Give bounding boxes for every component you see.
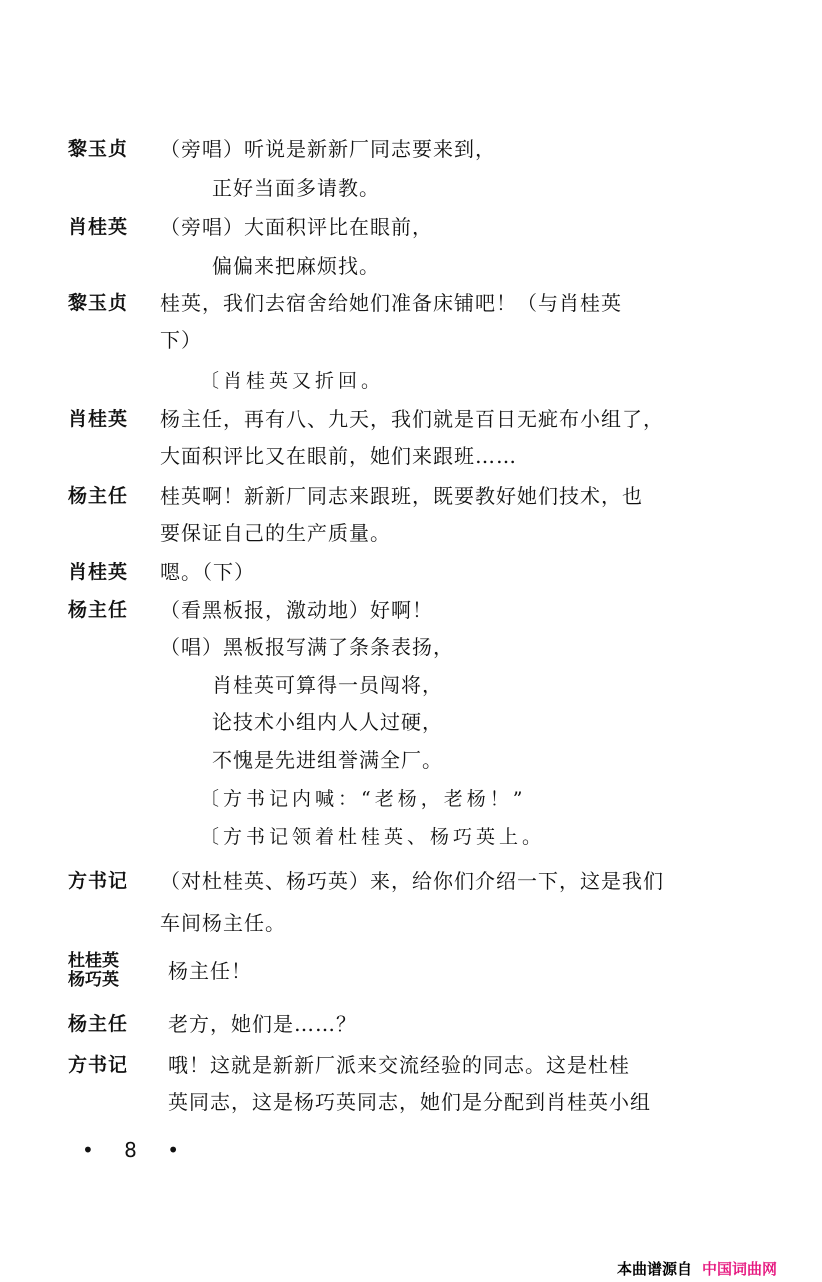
dialogue-line: （对杜桂英、杨巧英）来，给你们介绍一下，这是我们 [160, 869, 664, 893]
source-credit-site: 中国词曲网 [702, 1260, 778, 1278]
dialogue-line: 嗯。（下） [160, 560, 255, 584]
stage-direction: 〔方书记内喊：“老杨，老杨！” [200, 788, 527, 810]
speaker-name: 方书记 [68, 870, 129, 892]
speaker-name: 杨巧英 [68, 970, 119, 990]
speaker-name: 黎玉贞 [68, 292, 129, 314]
dialogue-line: （旁唱）大面积评比在眼前， [160, 215, 433, 239]
speaker-name: 肖桂英 [68, 408, 129, 430]
speaker-name: 杨主任 [68, 1013, 129, 1035]
speaker-name: 杨主任 [68, 485, 129, 507]
stage-direction: 〔方书记领着杜桂英、杨巧英上。 [200, 826, 546, 848]
speaker-name: 杜桂英 [68, 951, 119, 971]
dialogue-line: 偏偏来把麻烦找。 [212, 254, 380, 278]
joint-speakers [68, 952, 119, 990]
speaker-name: 肖桂英 [68, 216, 129, 238]
source-credit [617, 1258, 777, 1279]
speaker-name: 黎玉贞 [68, 138, 129, 160]
dialogue-line: 老方，她们是……？ [168, 1012, 357, 1036]
source-credit-label: 本曲谱源自 [617, 1260, 693, 1278]
song-line: 论技术小组内人人过硬， [212, 710, 443, 734]
dialogue-line: 英同志，这是杨巧英同志，她们是分配到肖桂英小组 [168, 1090, 651, 1114]
dialogue-line: 大面积评比又在眼前，她们来跟班…… [160, 444, 517, 468]
dialogue-line: 车间杨主任。 [160, 911, 286, 935]
speaker-name: 方书记 [68, 1054, 129, 1076]
dialogue-line: 桂英，我们去宿舍给她们准备床铺吧！（与肖桂英 [160, 291, 622, 315]
song-line: 不愧是先进组誉满全厂。 [212, 748, 443, 772]
dialogue-line: 要保证自己的生产质量。 [160, 521, 391, 545]
dialogue-line: 杨主任！ [168, 959, 252, 983]
speaker-name: 肖桂英 [68, 561, 129, 583]
dialogue-line: （看黑板报，激动地）好啊！ [160, 598, 433, 622]
dialogue-line: 哦！这就是新新厂派来交流经验的同志。这是杜桂 [168, 1053, 630, 1077]
page-number: • 8 • [82, 1138, 192, 1162]
song-line: 肖桂英可算得一员闯将， [212, 673, 443, 697]
dialogue-line: 桂英啊！新新厂同志来跟班，既要教好她们技术，也 [160, 484, 643, 508]
dialogue-line: （旁唱）听说是新新厂同志要来到， [160, 137, 496, 161]
dialogue-line: 杨主任，再有八、九天，我们就是百日无疵布小组了， [160, 407, 664, 431]
dialogue-line: 下） [160, 328, 202, 352]
dialogue-line: 正好当面多请教。 [212, 176, 380, 200]
speaker-name: 杨主任 [68, 599, 129, 621]
song-line: （唱）黑板报写满了条条表扬， [160, 635, 454, 659]
stage-direction: 〔肖桂英又折回。 [200, 370, 385, 392]
